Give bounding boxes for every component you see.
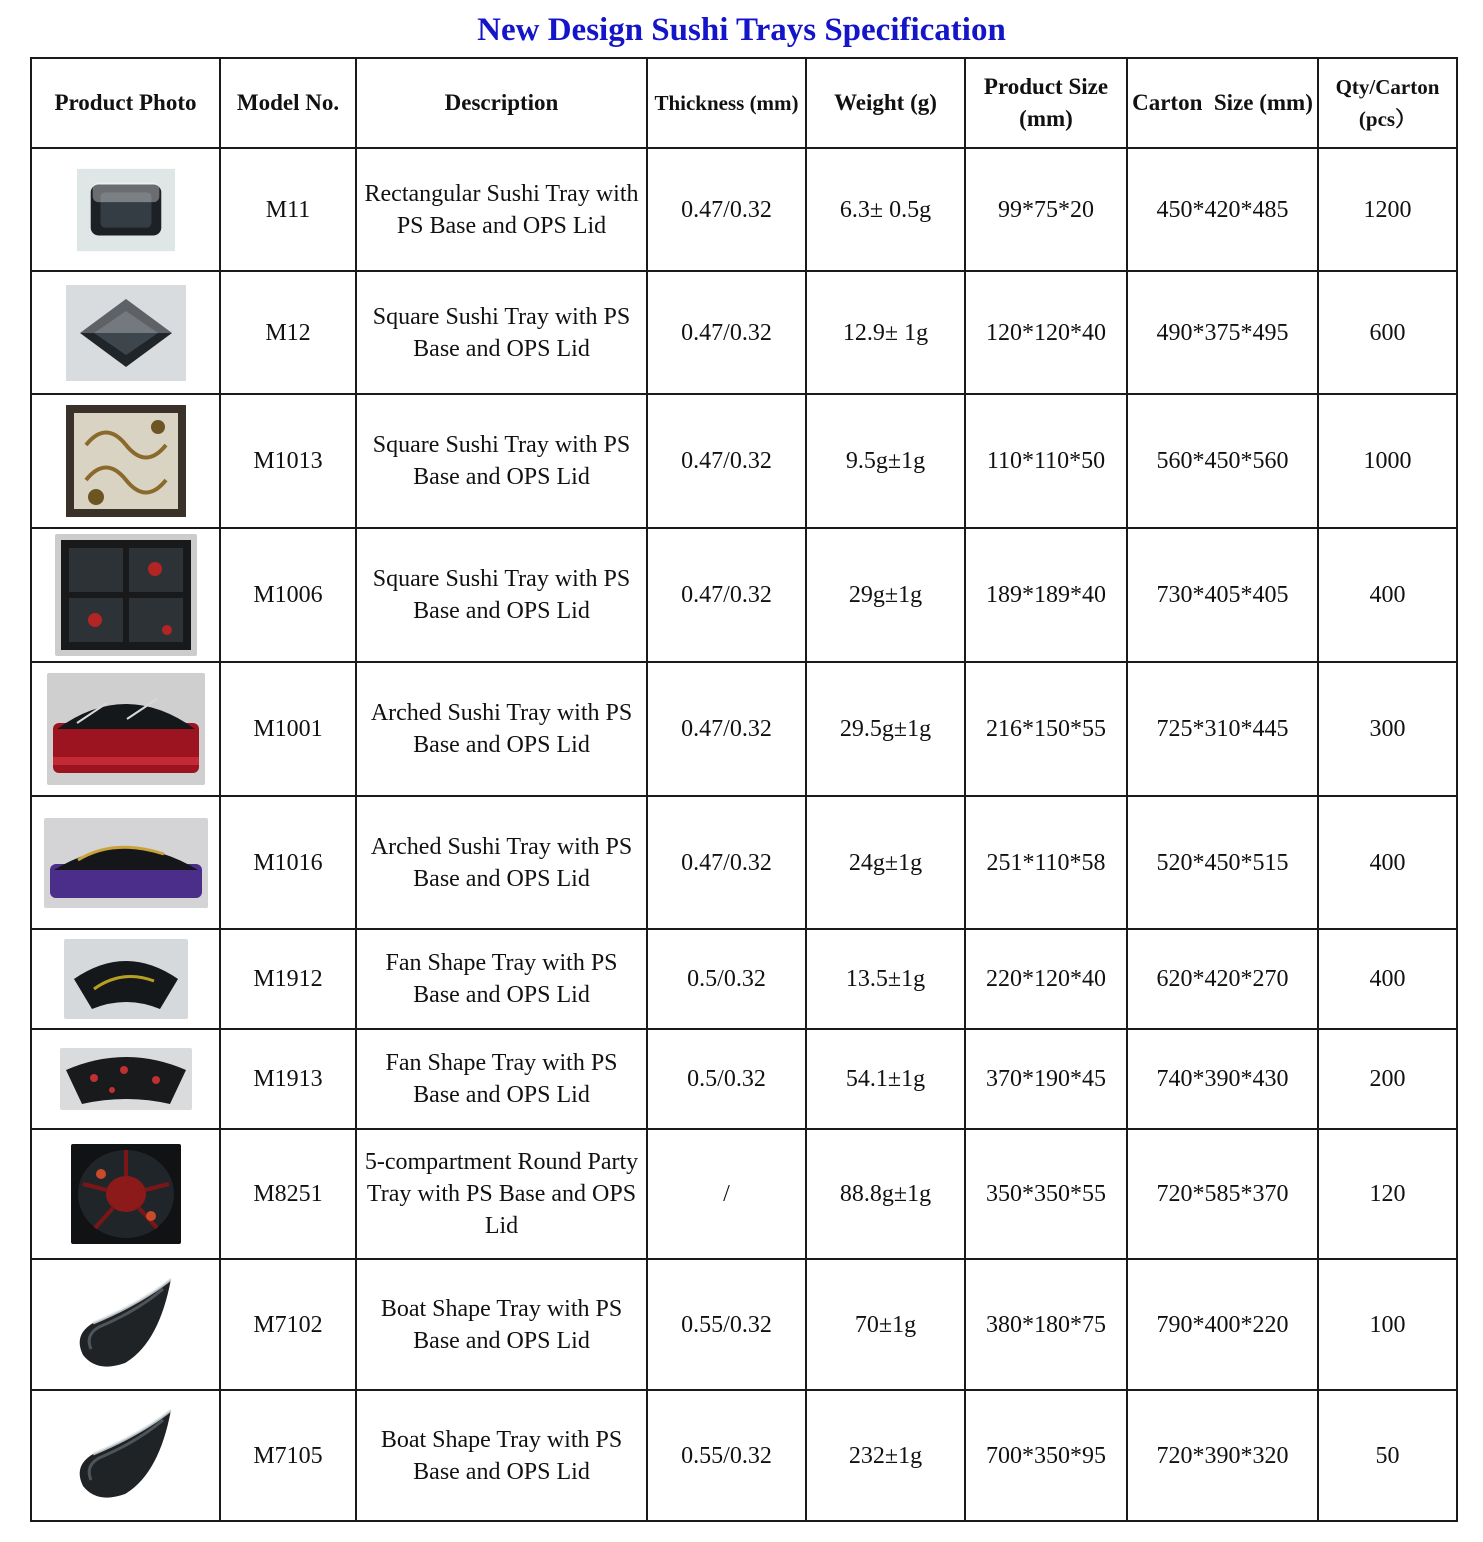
description-cell [356, 1390, 647, 1521]
weight-cell [806, 394, 965, 528]
carton-size-cell-text: 790*400*220 [1156, 1311, 1289, 1338]
table-row [31, 394, 1457, 528]
thickness-cell-text: 0.5/0.32 [687, 966, 766, 992]
carton-size-cell [1127, 1029, 1318, 1129]
thickness-cell [647, 929, 806, 1029]
model-cell-text: M1001 [253, 716, 323, 742]
carton-size-cell [1127, 929, 1318, 1029]
four-compartment-tray-icon [55, 534, 197, 656]
weight-cell [806, 148, 965, 271]
table-row [31, 1259, 1457, 1390]
weight-cell-text: 13.5±1g [845, 966, 926, 992]
table-row [31, 796, 1457, 929]
weight-cell-text: 70±1g [854, 1311, 917, 1338]
product-photo-cell [31, 796, 220, 929]
thickness-cell [647, 1259, 806, 1390]
table-row [31, 1029, 1457, 1129]
weight-cell-text: 29g±1g [848, 582, 923, 608]
description-cell-text: Square Sushi Tray with PS Base and OPS Lid [372, 432, 631, 490]
model-cell-text: M1013 [253, 448, 323, 474]
table-row [31, 528, 1457, 662]
thickness-cell-text: 0.47/0.32 [681, 448, 772, 474]
product-size-cell [965, 1390, 1127, 1521]
qty-cell-text: 400 [1369, 582, 1406, 608]
carton-size-cell-text: 450*420*485 [1156, 196, 1289, 223]
round-party-tray-icon [71, 1144, 181, 1244]
description-cell-text: 5-compartment Round Party Tray with PS Base and OPS Lid [364, 1149, 639, 1239]
header-qty: Qty/Carton (pcs） [1318, 58, 1457, 148]
product-size-cell [965, 796, 1127, 929]
product-size-cell-text: 380*180*75 [986, 1311, 1106, 1338]
carton-size-cell [1127, 1129, 1318, 1259]
thickness-cell-text: 0.47/0.32 [681, 319, 772, 346]
weight-cell-text: 88.8g±1g [839, 1181, 932, 1207]
carton-size-cell-text: 720*390*320 [1156, 1442, 1289, 1469]
thickness-cell-text: 0.5/0.32 [687, 1066, 766, 1092]
model-cell [220, 528, 356, 662]
product-photo-cell [31, 1029, 220, 1129]
carton-size-cell [1127, 528, 1318, 662]
weight-cell-text: 9.5g±1g [845, 448, 926, 474]
product-photo-cell [31, 662, 220, 796]
table-row [31, 271, 1457, 394]
qty-cell-text: 200 [1369, 1066, 1406, 1092]
qty-cell [1318, 271, 1457, 394]
weight-cell [806, 1390, 965, 1521]
product-size-cell-text: 216*150*55 [986, 716, 1106, 742]
header-row [31, 58, 1457, 148]
carton-size-cell-text: 725*310*445 [1156, 716, 1289, 742]
carton-size-cell [1127, 271, 1318, 394]
qty-cell-text: 300 [1369, 716, 1406, 742]
description-cell-text: Boat Shape Tray with PS Base and OPS Lid [380, 1295, 623, 1354]
model-cell-text: M1006 [253, 582, 323, 608]
model-cell [220, 1259, 356, 1390]
product-photo-cell [31, 929, 220, 1029]
product-size-cell-text: 120*120*40 [986, 319, 1106, 346]
weight-cell [806, 1259, 965, 1390]
product-size-cell-text: 251*110*58 [986, 849, 1106, 876]
description-cell [356, 394, 647, 528]
qty-cell-text: 50 [1375, 1442, 1400, 1469]
thickness-cell-text: 0.47/0.32 [681, 196, 772, 223]
description-cell [356, 148, 647, 271]
description-cell [356, 1259, 647, 1390]
thickness-cell-text: 0.55/0.32 [681, 1311, 772, 1338]
weight-cell [806, 528, 965, 662]
large-fan-tray-icon [60, 1048, 192, 1110]
product-photo-cell [31, 394, 220, 528]
description-cell-text: Fan Shape Tray with PS Base and OPS Lid [385, 1050, 618, 1108]
carton-size-cell [1127, 394, 1318, 528]
weight-cell [806, 1129, 965, 1259]
product-size-cell [965, 1029, 1127, 1129]
product-size-cell-text: 189*189*40 [986, 582, 1106, 608]
model-cell [220, 1129, 356, 1259]
model-cell-text: M11 [265, 196, 311, 223]
qty-cell [1318, 394, 1457, 528]
qty-cell [1318, 1390, 1457, 1521]
thickness-cell [647, 1129, 806, 1259]
weight-cell [806, 929, 965, 1029]
thickness-cell-text: / [723, 1181, 730, 1207]
qty-cell [1318, 1029, 1457, 1129]
thickness-cell-text: 0.55/0.32 [681, 1442, 772, 1469]
model-cell [220, 1390, 356, 1521]
carton-size-cell [1127, 1390, 1318, 1521]
product-size-cell-text: 220*120*40 [986, 966, 1106, 992]
thickness-cell-text: 0.47/0.32 [681, 582, 772, 608]
square-tray-icon [65, 285, 187, 381]
product-size-cell [965, 148, 1127, 271]
product-photo-cell [31, 271, 220, 394]
thickness-cell [647, 662, 806, 796]
qty-cell-text: 120 [1369, 1181, 1406, 1207]
description-cell [356, 662, 647, 796]
model-cell-text: M1912 [253, 966, 323, 992]
carton-size-cell [1127, 1259, 1318, 1390]
table-row [31, 1129, 1457, 1259]
model-cell-text: M1913 [253, 1066, 323, 1092]
thickness-cell-text: 0.47/0.32 [681, 716, 772, 742]
description-cell [356, 1029, 647, 1129]
gold-pattern-tray-icon [65, 405, 187, 517]
product-photo-cell [31, 148, 220, 271]
thickness-cell [647, 528, 806, 662]
spec-table [30, 57, 1458, 1522]
carton-size-cell [1127, 148, 1318, 271]
thickness-cell [647, 1029, 806, 1129]
carton-size-cell-text: 520*450*515 [1156, 849, 1289, 876]
page-title: New Design Sushi Trays Specification [477, 12, 1006, 48]
carton-size-cell-text: 560*450*560 [1156, 448, 1289, 474]
weight-cell-text: 6.3± 0.5g [839, 196, 932, 223]
qty-cell [1318, 796, 1457, 929]
header-product-size: Product Size (mm) [965, 58, 1127, 148]
product-photo-cell [31, 1390, 220, 1521]
product-size-cell [965, 528, 1127, 662]
product-photo-cell [31, 1259, 220, 1390]
description-cell [356, 271, 647, 394]
header-description: Description [356, 58, 647, 148]
product-size-cell [965, 1259, 1127, 1390]
product-size-cell-text: 700*350*95 [986, 1442, 1106, 1469]
model-cell [220, 1029, 356, 1129]
product-size-cell [965, 662, 1127, 796]
carton-size-cell-text: 620*420*270 [1156, 966, 1289, 992]
qty-cell-text: 1200 [1363, 196, 1412, 223]
model-cell [220, 929, 356, 1029]
description-cell [356, 1129, 647, 1259]
qty-cell-text: 1000 [1363, 448, 1412, 474]
model-cell [220, 148, 356, 271]
weight-cell [806, 271, 965, 394]
description-cell-text: Square Sushi Tray with PS Base and OPS Lid [372, 566, 631, 624]
thickness-cell [647, 394, 806, 528]
carton-size-cell [1127, 662, 1318, 796]
product-size-cell [965, 394, 1127, 528]
table-row [31, 148, 1457, 271]
product-size-cell-text: 350*350*55 [986, 1181, 1106, 1207]
description-cell-text: Arched Sushi Tray with PS Base and OPS Lid [370, 833, 633, 892]
rectangular-tray-icon [77, 168, 175, 252]
product-size-cell [965, 1129, 1127, 1259]
qty-cell-text: 100 [1369, 1311, 1406, 1338]
description-cell [356, 528, 647, 662]
thickness-cell [647, 796, 806, 929]
model-cell [220, 394, 356, 528]
product-photo-cell [31, 528, 220, 662]
weight-cell-text: 24g±1g [848, 849, 923, 876]
description-cell-text: Rectangular Sushi Tray with PS Base and OPS Lid [364, 180, 639, 239]
model-cell-text: M12 [265, 319, 311, 346]
description-cell [356, 796, 647, 929]
model-cell-text: M7105 [253, 1442, 323, 1469]
thickness-cell [647, 271, 806, 394]
header-weight: Weight (g) [806, 58, 965, 148]
small-fan-tray-icon [64, 939, 188, 1019]
weight-cell-text: 29.5g±1g [839, 716, 932, 742]
thickness-cell [647, 1390, 806, 1521]
description-cell [356, 929, 647, 1029]
carton-size-cell-text: 730*405*405 [1156, 582, 1289, 608]
purple-arched-tray-icon [44, 818, 208, 908]
table-row [31, 662, 1457, 796]
header-carton-size: Carton Size (mm) [1127, 58, 1318, 148]
boat-tray-icon [71, 1273, 181, 1377]
weight-cell [806, 662, 965, 796]
carton-size-cell-text: 740*390*430 [1156, 1066, 1289, 1092]
weight-cell-text: 232±1g [848, 1442, 923, 1469]
model-cell [220, 796, 356, 929]
qty-cell [1318, 1259, 1457, 1390]
qty-cell-text: 400 [1369, 849, 1406, 876]
qty-cell [1318, 1129, 1457, 1259]
description-cell-text: Arched Sushi Tray with PS Base and OPS Lid [370, 700, 633, 758]
model-cell-text: M1016 [253, 849, 323, 876]
thickness-cell [647, 148, 806, 271]
carton-size-cell-text: 720*585*370 [1156, 1181, 1289, 1207]
product-size-cell-text: 99*75*20 [998, 196, 1094, 223]
weight-cell [806, 796, 965, 929]
description-cell-text: Square Sushi Tray with PS Base and OPS Lid [372, 303, 631, 362]
qty-cell-text: 600 [1369, 319, 1406, 346]
header-photo: Product Photo [31, 58, 220, 148]
description-cell-text: Fan Shape Tray with PS Base and OPS Lid [385, 950, 618, 1008]
weight-cell-text: 12.9± 1g [842, 319, 929, 346]
model-cell [220, 662, 356, 796]
product-size-cell [965, 271, 1127, 394]
thickness-cell-text: 0.47/0.32 [681, 849, 772, 876]
carton-size-cell-text: 490*375*495 [1156, 319, 1289, 346]
model-cell-text: M7102 [253, 1311, 323, 1338]
header-thickness: Thickness (mm) [647, 58, 806, 148]
qty-cell [1318, 528, 1457, 662]
model-cell [220, 271, 356, 394]
product-size-cell-text: 110*110*50 [986, 448, 1106, 474]
qty-cell-text: 400 [1369, 966, 1406, 992]
qty-cell [1318, 662, 1457, 796]
weight-cell [806, 1029, 965, 1129]
weight-cell-text: 54.1±1g [845, 1066, 926, 1092]
product-photo-cell [31, 1129, 220, 1259]
header-model: Model No. [220, 58, 356, 148]
carton-size-cell [1127, 796, 1318, 929]
table-row [31, 1390, 1457, 1521]
table-row [31, 929, 1457, 1029]
description-cell-text: Boat Shape Tray with PS Base and OPS Lid [380, 1426, 623, 1485]
boat-tray-icon [71, 1404, 181, 1508]
qty-cell [1318, 148, 1457, 271]
product-size-cell-text: 370*190*45 [986, 1066, 1106, 1092]
model-cell-text: M8251 [253, 1181, 323, 1207]
qty-cell [1318, 929, 1457, 1029]
red-arched-tray-icon [47, 673, 205, 785]
product-size-cell [965, 929, 1127, 1029]
